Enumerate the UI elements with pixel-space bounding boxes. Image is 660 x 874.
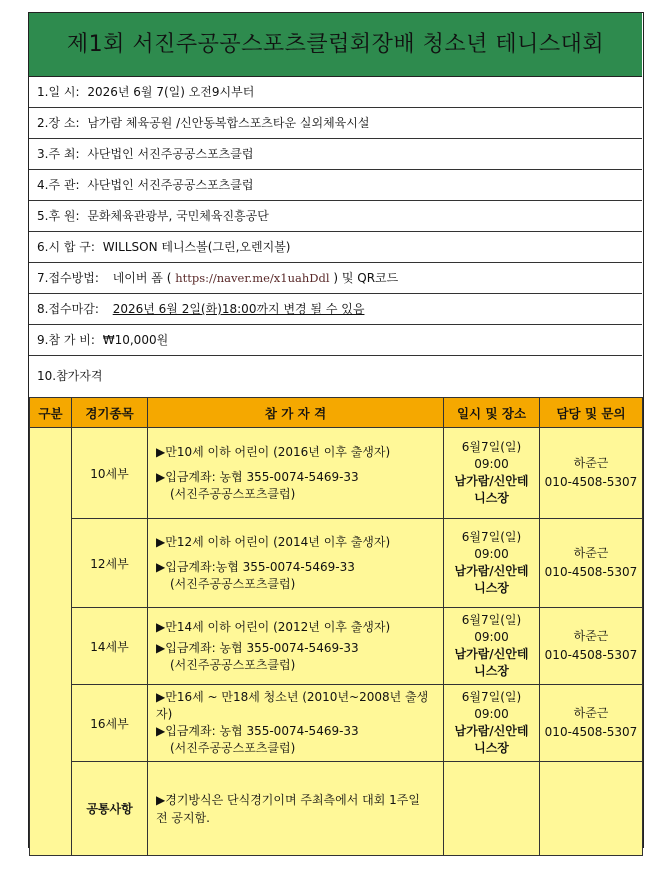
info-label: 3.주 최:	[37, 147, 80, 161]
info-label: 6.시 합 구:	[37, 240, 95, 254]
event-time: 09:00	[474, 630, 509, 644]
contact-phone: 010-4508-5307	[544, 725, 638, 739]
info-row-date	[29, 77, 642, 108]
tournament-notice-sheet	[28, 12, 644, 848]
empty-cell	[444, 762, 540, 856]
contact-cell	[540, 685, 643, 762]
event-place: 남가람/신안테	[454, 647, 529, 661]
event-place: 남가람/신안테	[454, 564, 529, 578]
eligibility-line: ▶만14세 이하 어린이 (2012년 이후 출생자)	[156, 619, 391, 634]
info-label: 5.후 원:	[37, 209, 80, 223]
info-row-venue	[29, 108, 642, 139]
contact-name: 하준근	[573, 629, 609, 643]
info-value-pre: 네이버 폼 (	[112, 271, 172, 285]
header-division: 구분	[30, 398, 72, 428]
header-schedule: 일시 및 장소	[444, 398, 540, 428]
schedule-cell	[444, 519, 540, 608]
schedule-cell	[444, 428, 540, 519]
event-place-cont: 니스장	[474, 581, 509, 595]
info-value: 남가람 체육공원 /신안동복합스포츠타운 실외체육시설	[87, 116, 370, 130]
contact-name: 하준근	[573, 706, 609, 720]
table-header-row	[30, 398, 643, 428]
page-title: 제1회 서진주공공스포츠클럽회장배 청소년 테니스대회	[66, 32, 605, 57]
info-row-registration	[29, 263, 642, 294]
header-contact: 담당 및 문의	[540, 398, 643, 428]
account-line: ▶입금계좌: 농협 355-0074-5469-33	[156, 724, 359, 738]
info-label: 8.접수마감:	[37, 302, 99, 316]
info-value: 문화체육관광부, 국민체육진흥공단	[87, 209, 269, 223]
account-line: ▶입금계좌:농협 355-0074-5469-33	[156, 559, 355, 574]
event-date: 6월7일(일)	[461, 440, 522, 454]
table-row	[30, 608, 643, 685]
info-label: 10.참가자격	[37, 369, 103, 383]
registration-link[interactable]: https://naver.me/x1uahDdl	[175, 271, 330, 285]
contact-phone: 010-4508-5307	[544, 648, 638, 662]
contact-name: 하준근	[573, 546, 609, 560]
event-place: 남가람/신안테	[454, 724, 529, 738]
info-row-organizer	[29, 170, 642, 201]
common-note-cell: ▶경기방식은 단식경기이며 주최측에서 대회 1주일 전 공지함.	[148, 762, 444, 856]
table-row-common	[30, 762, 643, 856]
header-eligibility: 참 가 자 격	[148, 398, 444, 428]
event-place-cont: 니스장	[474, 741, 509, 755]
info-value: 2026년 6월 7(일) 오전9시부터	[87, 85, 255, 99]
table-row	[30, 685, 643, 762]
event-date: 6월7일(일)	[461, 530, 522, 544]
eligibility-line: ▶만12세 이하 어린이 (2014년 이후 출생자)	[156, 534, 391, 549]
event-cell: 16세부	[72, 685, 148, 762]
table-row	[30, 428, 643, 519]
info-row-deadline	[29, 294, 642, 325]
account-holder: (서진주공공스포츠클럽)	[170, 486, 296, 501]
schedule-cell	[444, 608, 540, 685]
eligibility-cell	[148, 608, 444, 685]
event-cell: 12세부	[72, 519, 148, 608]
empty-cell	[540, 762, 643, 856]
title-banner	[29, 13, 642, 77]
event-time: 09:00	[474, 547, 509, 561]
event-cell: 10세부	[72, 428, 148, 519]
eligibility-table	[29, 397, 643, 856]
account-holder: (서진주공공스포츠클럽)	[170, 741, 296, 755]
schedule-cell	[444, 685, 540, 762]
contact-cell	[540, 608, 643, 685]
event-place-cont: 니스장	[474, 491, 509, 505]
info-value: WILLSON 테니스볼(그린,오렌지볼)	[102, 240, 291, 254]
event-time: 09:00	[474, 457, 509, 471]
info-row-fee	[29, 325, 642, 356]
event-date: 6월7일(일)	[461, 613, 522, 627]
contact-cell	[540, 428, 643, 519]
info-value: 사단법인 서진주공공스포츠클럽	[87, 178, 254, 192]
info-row-ball	[29, 232, 642, 263]
info-label: 1.일 시:	[37, 85, 80, 99]
table-row	[30, 519, 643, 608]
eligibility-cell	[148, 519, 444, 608]
info-row-eligibility	[29, 356, 642, 397]
info-value: 2026년 6월 2일(화)18:00까지 변경 될 수 있음	[112, 302, 365, 316]
account-line: ▶입금계좌: 농협 355-0074-5469-33	[156, 469, 359, 484]
event-time: 09:00	[474, 707, 509, 721]
common-event-cell: 공통사항	[72, 762, 148, 856]
header-event: 경기종목	[72, 398, 148, 428]
info-label: 7.접수방법:	[37, 271, 99, 285]
eligibility-line: ▶만16세 ~ 만18세 청소년 (2010년~2008년 출생자)	[156, 690, 429, 721]
contact-phone: 010-4508-5307	[544, 565, 638, 579]
account-holder: (서진주공공스포츠클럽)	[170, 576, 296, 591]
account-line: ▶입금계좌: 농협 355-0074-5469-33	[156, 640, 359, 655]
info-row-sponsor	[29, 201, 642, 232]
account-holder: (서진주공공스포츠클럽)	[170, 657, 296, 672]
contact-phone: 010-4508-5307	[544, 475, 638, 489]
contact-cell	[540, 519, 643, 608]
info-label: 9.참 가 비:	[37, 333, 95, 347]
info-row-host	[29, 139, 642, 170]
eligibility-line: ▶만10세 이하 어린이 (2016년 이후 출생자)	[156, 444, 391, 459]
info-label: 4.주 관:	[37, 178, 80, 192]
info-value: 사단법인 서진주공공스포츠클럽	[87, 147, 254, 161]
info-label: 2.장 소:	[37, 116, 80, 130]
event-date: 6월7일(일)	[461, 690, 522, 704]
division-cell	[30, 428, 72, 856]
info-value-post: ) 및 QR코드	[333, 271, 399, 285]
eligibility-cell	[148, 685, 444, 762]
info-value: ₩10,000원	[102, 333, 169, 347]
event-cell: 14세부	[72, 608, 148, 685]
contact-name: 하준근	[573, 456, 609, 470]
eligibility-cell	[148, 428, 444, 519]
event-place-cont: 니스장	[474, 664, 509, 678]
event-place: 남가람/신안테	[454, 474, 529, 488]
